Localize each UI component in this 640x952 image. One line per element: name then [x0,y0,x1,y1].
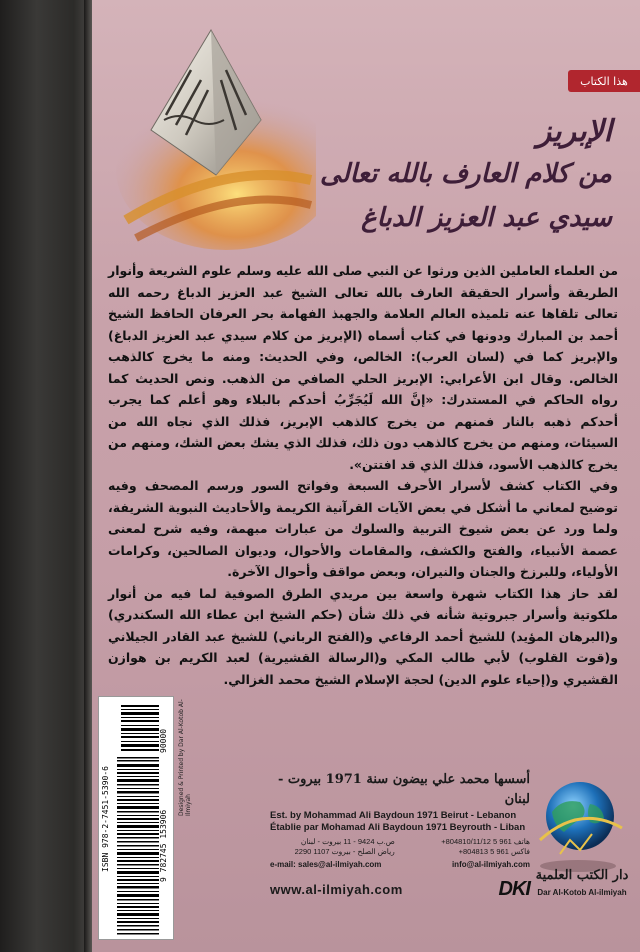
book-title [312,112,612,240]
publisher-pobox: ص.ب 9424 - 11 بيروت - لبنان [300,837,395,846]
publisher-emails [270,860,530,870]
publisher-phone: هاتف 961 5 804810/11/12+ [441,837,530,846]
barcode [98,696,174,940]
book-spine [0,0,92,952]
publisher-address [270,837,395,857]
publisher-name-english: Dar Al-Kotob Al-ilmiyah [537,888,627,897]
description-paragraph-3: لقد حاز هذا الكتاب شهرة واسعة بين مريدي الطرق الصوفية لما فيه من أنوار ملكوتية وأسرار جبروتية شأنه في ذلك شأن (حكم الشيخ ابن عطاء الله السكندري) و(البرهان المؤيد) للشيخ أحمد الرفاعي و(الفتح الرباني) للشيخ عبد القادر الجيلاني و(قوت القلوب) لأبي طالب المكي و(الرسالة القشيرية) لعبد الكريم بن هوازن القشيري و(إحياء علوم الدين) لحجة الإسلام الشيخ محمد الغزالي. [108,585,618,687]
printer-credit: Designed & Printed by Dar Al-Kotob Al-Ilmiyah [178,699,192,816]
publisher-web-row [270,878,530,901]
description-text [108,260,618,690]
publisher-founded-english: Est. by Mohammad Ali Baydoun 1971 Beirut - Lebanon [270,810,517,821]
description-paragraph-1: من العلماء العاملين الذين ورثوا عن النبي صلى الله عليه وسلم علوم الشريعة وأنوار الطريقة وأسرار الحقيقة العارف بالله تعالى الشيخ عبد العزيز الدباغ رحمه الله تعالى تلقاها عنه تلميذه العالم العلامة والجهبذ الفهامة بحر العرفان الحافظ الشيخ أحمد بن المبارك ودونها في كتاب أسماه (الإبريز من كلام سيدي عبد العزيز الدباغ) والإبريز كما في (لسان العرب): الخالص، وفي الحديث: ومنه ما يخرج كالذهب الخالص. وقال ابن الأعرابي: الإبريز الحلي الصافي من الذهب. ونص الحديث كما رواه الحاكم في المستدرك: «إنَّ الله لَيُجَرِّبُ أحدكم بالبلاء وهو أعلم كما يجرب أحدكم ذهبه بالنار فمنهم من يخرج كالذهب الإبريز، فذلك الذي نجاه الله من السيئات، ومنهم من يخرج كالذهب دون ذلك، فذلك الذي يشك بعض الشك، ومنهم من يخرج كالذهب الأسود، فذلك الذي قد افتتن». [108,263,618,472]
title-line-2: من كلام العارف بالله تعالى [320,159,612,189]
info-email[interactable]: info@al-ilmiyah.com [451,860,530,869]
publisher-founded-arabic: أسسها محمد علي بيضون سنة 1971 بيروت - لبنان [277,772,530,807]
title-line-1: الإبريز [536,114,612,149]
publisher-website[interactable]: www.al-ilmiyah.com [270,882,403,897]
publisher-riad: رياض الصلح - بيروت 1107 2290 [294,847,395,856]
isbn-label: ISBN 978-2-7451-5390-6 [101,766,110,872]
publisher-fax: فاكس 961 5 804813+ [458,847,530,856]
publisher-founded-french: Établie par Mohamad Ali Baydoun 1971 Beyrouth - Liban [270,822,526,833]
barcode-digits: 9 782745 153906 [159,809,168,883]
series-badge: هذا الكتاب [568,70,640,92]
dki-logotype: DKI [498,878,530,900]
publisher-contact [270,837,530,857]
sales-email[interactable]: e-mail: sales@al-ilmiyah.com [270,860,382,869]
description-paragraph-2: وفي الكتاب كشف لأسرار الأحرف السبعة وفواتح السور ورسم المصحف وفيه توضيح لمعاني ما أشكل في بعض الآيات القرآنية الكريمة والأحاديث النبوية الشريفة، ولما ورد عن بعض شيوخ التربية والسلوك من عبارات مبهمة، وفيه شرح لمعنى عصمة الأنبياء، والفتح والكشف، والمقامات والأحوال، وديوان الصالحين، وكرامات الأولياء، وللبرزخ والجنان والنيران، وبعض مواقف وأحوال الآخرة. [108,478,618,579]
calligraphy-ornament [96,10,316,260]
title-line-3: سيدي عبد العزيز الدباغ [361,203,612,233]
publisher-phones [405,837,530,857]
barcode-addon-bars [121,703,159,753]
spine-edge [84,0,92,952]
barcode-bars [117,757,159,935]
barcode-addon-digits: 90000 [159,728,168,753]
publisher-name-arabic: دار الكتب العلمية [535,868,629,883]
publisher-info [270,770,530,901]
